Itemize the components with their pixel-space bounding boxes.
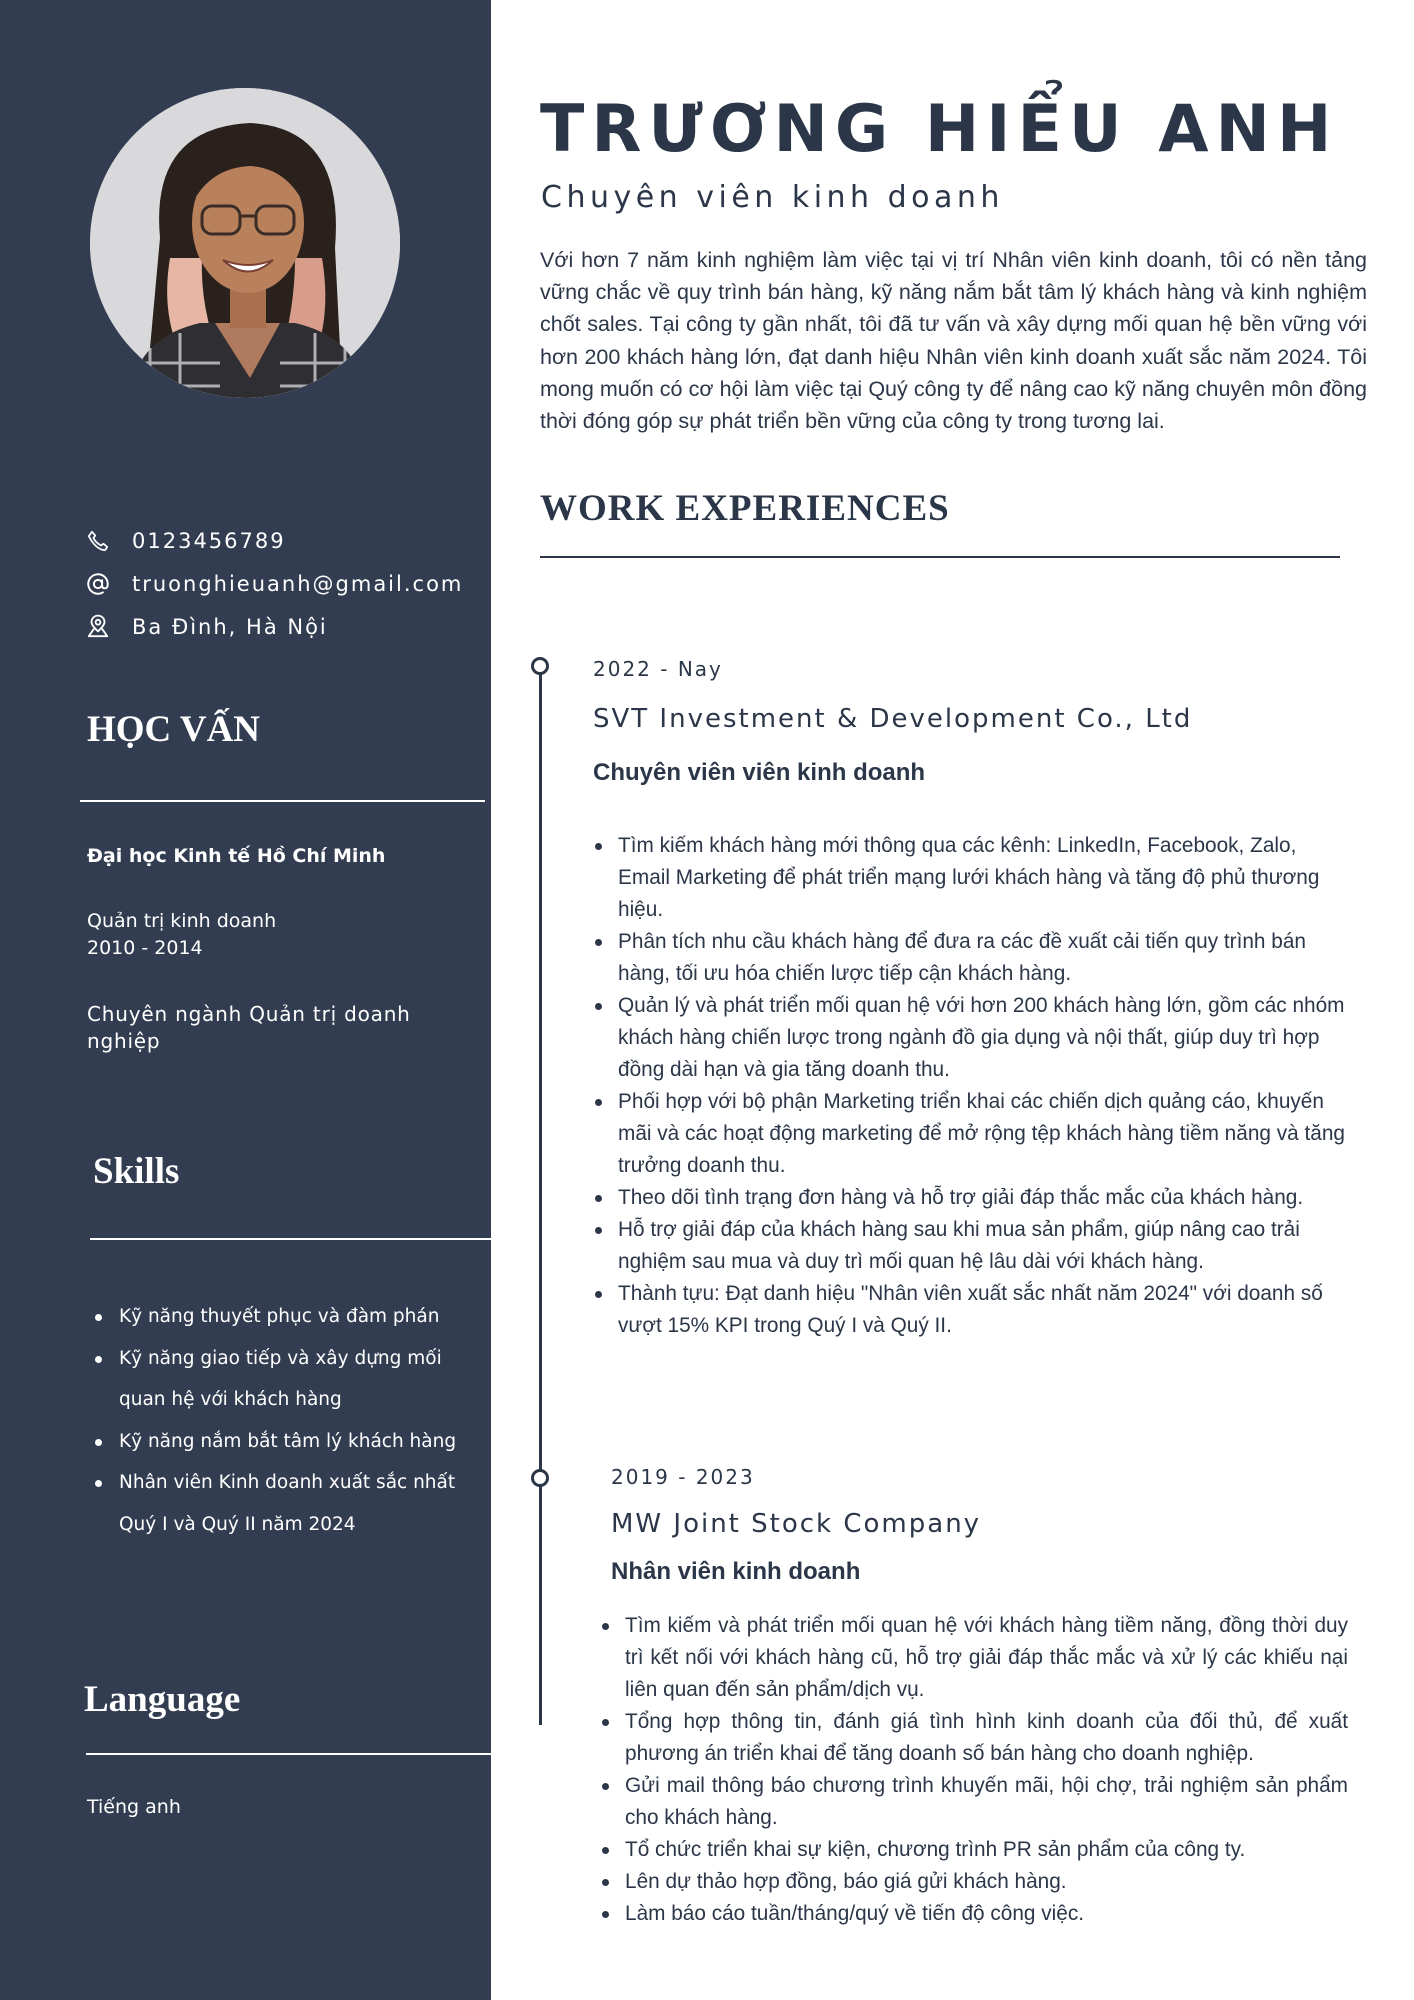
profile-summary: Với hơn 7 năm kinh nghiệm làm việc tại vị trí Nhân viên kinh doanh, tôi có nền tảng vững chắc về quy trình bán hàng, kỹ năng nắm bắt tâm lý khách hàng và kinh nghiệm chốt sales. Tại công ty gần nhất, tôi đã tư vấn và xây dựng mối quan hệ bền vững với hơn 200 khách hàng lớn, đạt danh hiệu Nhân viên kinh doanh xuất sắc năm 2024. Tôi mong muốn có cơ hội làm việc tại Quý công ty để nâng cao kỹ năng chuyên môn đồng thời đóng góp sự phát triển bền vững của công ty trong tương lai.	[540, 248, 1367, 434]
contact-address	[84, 611, 328, 643]
list-item: Làm báo cáo tuần/tháng/quý về tiến độ công việc.	[598, 1898, 1348, 1930]
skills-divider	[90, 1238, 491, 1240]
education-major: Chuyên ngành Quản trị doanh nghiệp	[87, 1002, 411, 1053]
candidate-name: TRƯƠNG HIỂU ANH	[540, 92, 1339, 167]
job-company: SVT Investment & Development Co., Ltd	[593, 704, 1193, 734]
job-date: 2022 - Nay	[593, 657, 723, 681]
contact-email	[84, 568, 463, 600]
list-item: Tổng hợp thông tin, đánh giá tình hình kinh doanh của đối thủ, để xuất phương án triển khai để tăng doanh số bán hàng cho doanh nghiệp.	[598, 1706, 1348, 1770]
phone-number[interactable]: 0123456789	[132, 529, 286, 553]
candidate-role: Chuyên viên kinh doanh	[541, 180, 1004, 215]
language-divider	[86, 1753, 491, 1755]
education-program: Quản trị kinh doanh	[87, 910, 277, 932]
sidebar	[0, 0, 491, 2000]
contact-phone	[84, 525, 286, 557]
job-company: MW Joint Stock Company	[611, 1509, 982, 1539]
education-divider	[80, 800, 485, 802]
education-heading: HỌC VẤN	[87, 709, 261, 750]
language-item: Tiếng anh	[87, 1796, 181, 1818]
work-experience-heading: WORK EXPERIENCES	[540, 488, 950, 529]
list-item: Kỹ năng nắm bắt tâm lý khách hàng	[93, 1421, 463, 1463]
list-item: Kỹ năng giao tiếp và xây dựng mối quan hệ với khách hàng	[93, 1338, 463, 1421]
list-item: Thành tựu: Đạt danh hiệu "Nhân viên xuất sắc nhất năm 2024" với doanh số vượt 15% KPI trong Quý I và Quý II.	[591, 1278, 1346, 1342]
skills-list	[93, 1296, 463, 1545]
list-item: Tổ chức triển khai sự kiện, chương trình PR sản phẩm của công ty.	[598, 1834, 1348, 1866]
list-item: Nhân viên Kinh doanh xuất sắc nhất Quý I và Quý II năm 2024	[93, 1462, 463, 1545]
phone-icon	[84, 527, 112, 555]
address: Ba Đình, Hà Nội	[132, 615, 328, 639]
work-experience-divider	[540, 556, 1340, 558]
timeline-dot	[531, 657, 549, 675]
job-date: 2019 - 2023	[611, 1465, 755, 1489]
profile-photo-illustration	[90, 88, 400, 398]
timeline-line	[539, 660, 542, 1725]
list-item: Phối hợp với bộ phận Marketing triển khai các chiến dịch quảng cáo, khuyến mãi và các hoạt động marketing để mở rộng tệp khách hàng tiềm năng và tăng trưởng doanh thu.	[591, 1086, 1346, 1182]
list-item: Kỹ năng thuyết phục và đàm phán	[93, 1296, 463, 1338]
location-pin-icon	[84, 613, 112, 641]
list-item: Quản lý và phát triển mối quan hệ với hơn 200 khách hàng lớn, gồm các nhóm khách hàng chiến lược trong ngành đồ gia dụng và nội thất, giúp duy trì hợp đồng dài hạn và gia tăng doanh thu.	[591, 990, 1346, 1086]
at-sign-icon	[84, 570, 112, 598]
list-item: Tìm kiếm và phát triển mối quan hệ với khách hàng tiềm năng, đồng thời duy trì kết nối với khách hàng cũ, hỗ trợ giải đáp thắc mắc và xử lý các khiếu nại liên quan đến sản phẩm/dịch vụ.	[598, 1610, 1348, 1706]
list-item: Phân tích nhu cầu khách hàng để đưa ra các đề xuất cải tiến quy trình bán hàng, tối ưu hóa chiến lược tiếp cận khách hàng.	[591, 926, 1346, 990]
list-item: Tìm kiếm khách hàng mới thông qua các kênh: LinkedIn, Facebook, Zalo, Email Marketing để phát triển mạng lưới khách hàng và tăng độ phủ thương hiệu.	[591, 830, 1346, 926]
job-title: Chuyên viên viên kinh doanh	[593, 759, 926, 786]
job-title: Nhân viên kinh doanh	[611, 1558, 861, 1585]
timeline-dot	[531, 1469, 549, 1487]
list-item: Gửi mail thông báo chương trình khuyến mãi, hội chợ, trải nghiệm sản phẩm cho khách hàng.	[598, 1770, 1348, 1834]
list-item: Theo dõi tình trạng đơn hàng và hỗ trợ giải đáp thắc mắc của khách hàng.	[591, 1182, 1346, 1214]
job-bullets	[598, 1610, 1348, 1930]
list-item: Hỗ trợ giải đáp của khách hàng sau khi mua sản phẩm, giúp nâng cao trải nghiệm sau mua và duy trì mối quan hệ lâu dài với khách hàng.	[591, 1214, 1346, 1278]
skills-heading: Skills	[93, 1151, 180, 1192]
job-bullets	[591, 830, 1346, 1342]
education-years: 2010 - 2014	[87, 937, 203, 959]
list-item: Lên dự thảo hợp đồng, báo giá gửi khách hàng.	[598, 1866, 1348, 1898]
education-school: Đại học Kinh tế Hồ Chí Minh	[87, 845, 386, 867]
email-address[interactable]: truonghieuanh@gmail.com	[132, 572, 464, 596]
language-heading: Language	[84, 1679, 241, 1720]
profile-photo	[90, 88, 400, 398]
